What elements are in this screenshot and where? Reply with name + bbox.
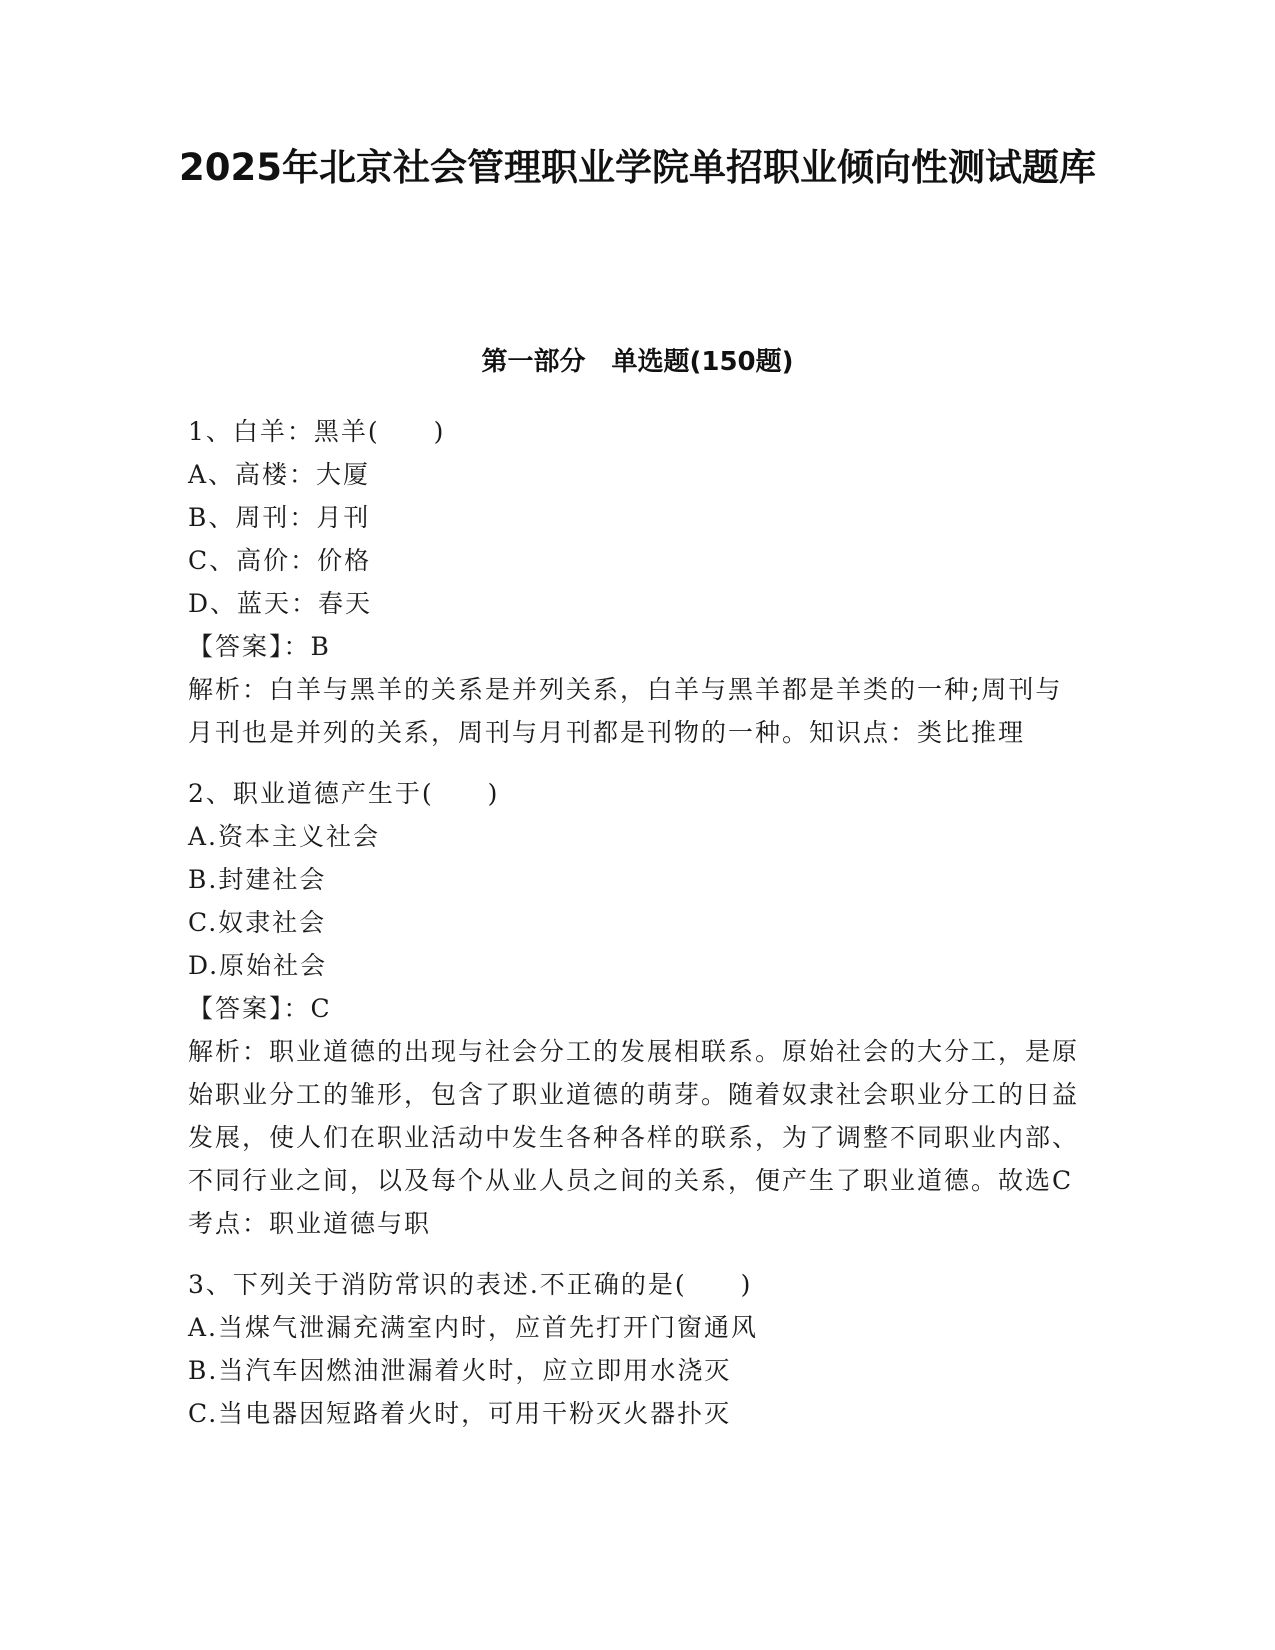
analysis-text: 解析：白羊与黑羊的关系是并列关系，白羊与黑羊都是羊类的一种;周刊与月刊也是并列的关系，周刊与月刊都是刊物的一种。知识点：类比推理 — [188, 675, 1063, 747]
option-a: A.当煤气泄漏充满室内时，应首先打开门窗通风 — [188, 1313, 759, 1342]
document-title: 2025年北京社会管理职业学院单招职业倾向性测试题库 — [179, 146, 1096, 189]
option-d: D、蓝天：春天 — [188, 589, 373, 618]
option-b: B.当汽车因燃油泄漏着火时，应立即用水浇灭 — [188, 1356, 732, 1385]
question-stem: 3、下列关于消防常识的表述.不正确的是( ) — [188, 1270, 753, 1299]
option-c: C.奴隶社会 — [188, 908, 327, 937]
option-c: C、高价：价格 — [188, 546, 372, 575]
question-3 — [188, 1263, 1088, 1435]
section-heading: 第一部分 单选题(150题) — [481, 347, 794, 377]
question-2 — [188, 772, 1088, 1245]
question-1 — [188, 410, 1088, 754]
option-a: A、高楼：大厦 — [188, 460, 371, 489]
analysis-text: 解析：职业道德的出现与社会分工的发展相联系。原始社会的大分工，是原始职业分工的雏形，包含了职业道德的萌芽。随着奴隶社会职业分工的日益发展，使人们在职业活动中发生各种各样的联系，为了调整不同职业内部、不同行业之间，以及每个从业人员之间的关系，便产生了职业道德。故选C考点：职业道德与职 — [188, 1037, 1080, 1238]
answer-line: 【答案】：B — [188, 632, 331, 661]
answer-line: 【答案】：C — [188, 994, 332, 1023]
question-stem: 1、白羊：黑羊( ) — [188, 417, 446, 446]
option-b: B、周刊：月刊 — [188, 503, 371, 532]
option-d: D.原始社会 — [188, 951, 328, 980]
option-c: C.当电器因短路着火时，可用干粉灭火器扑灭 — [188, 1399, 732, 1428]
option-b: B.封建社会 — [188, 865, 327, 894]
option-a: A.资本主义社会 — [188, 822, 381, 851]
question-list — [188, 410, 1088, 1453]
question-stem: 2、职业道德产生于( ) — [188, 779, 500, 808]
